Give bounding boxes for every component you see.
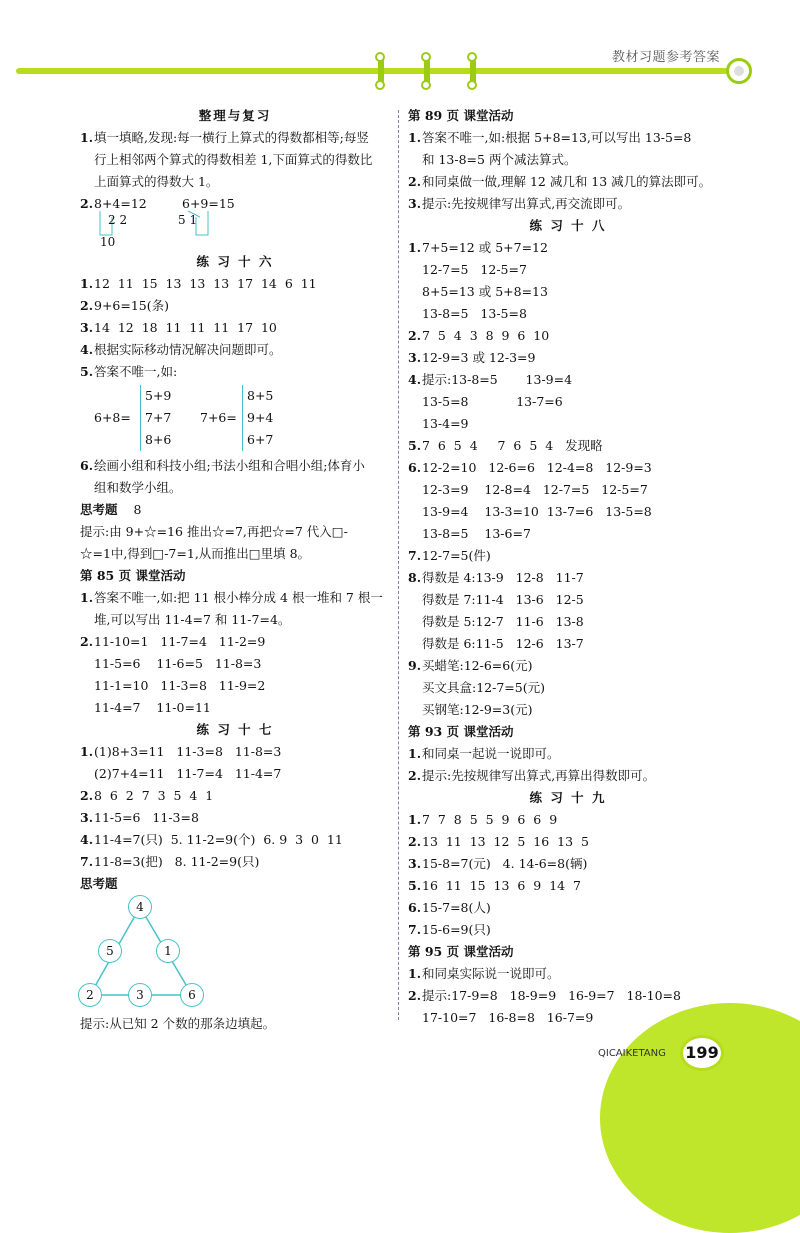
item-number: 1. xyxy=(408,130,422,145)
item-text: 15-7=8(人) xyxy=(422,900,491,915)
item-text: 和 13-8=5 两个减法算式。 xyxy=(422,152,577,167)
item-text: 11-8=3(把) 8. 11-2=9(只) xyxy=(94,854,260,869)
left-column xyxy=(80,105,390,1035)
page-number: 199 xyxy=(680,1035,724,1071)
q5-right-item: 6+7 xyxy=(247,432,274,447)
item-text: 得数是 4:13-9 12-8 11-7 xyxy=(422,570,584,585)
item-number: 2. xyxy=(80,298,94,313)
answer-list xyxy=(80,741,390,873)
think-label: 思考题 xyxy=(80,876,118,891)
number-triangle xyxy=(80,895,390,1013)
item-text: 提示:先按规律写出算式,再交流即可。 xyxy=(422,196,631,211)
item-text: 13-4=9 xyxy=(422,416,469,431)
answer-line xyxy=(408,479,728,501)
item-number: 2. xyxy=(408,174,422,189)
q5-right-group xyxy=(242,385,273,451)
answer-line xyxy=(408,325,728,347)
answer-line xyxy=(408,897,728,919)
item-number: 6. xyxy=(408,460,422,475)
answer-line xyxy=(408,831,728,853)
item-number: 6. xyxy=(80,458,94,473)
answer-line xyxy=(80,127,390,149)
item-text: 根据实际移动情况解决问题即可。 xyxy=(94,342,282,357)
answer-line xyxy=(80,361,390,383)
answer-line xyxy=(408,853,728,875)
item-text: 8+5=13 或 5+8=13 xyxy=(422,284,548,299)
item-text: 组和数学小组。 xyxy=(94,480,182,495)
item-number: 5. xyxy=(408,438,422,453)
q2-sum: 10 xyxy=(100,235,116,249)
answer-line xyxy=(408,237,728,259)
item-number: 4. xyxy=(80,832,94,847)
answer-line xyxy=(80,807,390,829)
section-title: 第 95 页 课堂活动 xyxy=(408,944,514,959)
answer-list xyxy=(408,237,728,721)
item-text: 7 7 8 5 5 9 6 6 9 xyxy=(422,812,558,827)
item-number: 7. xyxy=(408,922,422,937)
answer-line xyxy=(408,567,728,589)
header-title: 教材习题参考答案 xyxy=(612,50,721,65)
think-question xyxy=(80,499,390,521)
item-text: 8 6 2 7 3 5 4 1 xyxy=(94,788,214,803)
footer-site: QICAIKETANG xyxy=(598,1048,666,1059)
q5-left-item: 8+6 xyxy=(145,432,172,447)
item-number: 6. xyxy=(408,900,422,915)
answer-line xyxy=(408,391,728,413)
hint-text: 提示:从已知 2 个数的那条边填起。 xyxy=(80,1016,276,1031)
item-text: 11-4=7 11-0=11 xyxy=(94,700,211,715)
answer-list xyxy=(80,127,390,193)
answer-line xyxy=(408,501,728,523)
answer-line xyxy=(408,127,728,149)
item-text: 11-4=7(只) 5. 11-2=9(个) 6. 9 3 0 11 xyxy=(94,832,343,847)
answer-line xyxy=(408,809,728,831)
triangle-node: 4 xyxy=(128,895,152,919)
answer-line xyxy=(408,149,728,171)
item-number: 2. xyxy=(408,768,422,783)
item-text: 和同桌做一做,理解 12 减几和 13 减几的算法即可。 xyxy=(422,174,712,189)
item-text: 12-3=9 12-8=4 12-7=5 12-5=7 xyxy=(422,482,648,497)
item-number: 7. xyxy=(80,854,94,869)
answer-line xyxy=(408,743,728,765)
answer-line xyxy=(80,171,390,193)
item-text: 和同桌一起说一说即可。 xyxy=(422,746,560,761)
item-text: 堆,可以写出 11-4=7 和 11-7=4。 xyxy=(94,612,291,627)
item-text: 得数是 5:12-7 11-6 13-8 xyxy=(422,614,584,629)
answer-line xyxy=(408,523,728,545)
item-text: 得数是 6:11-5 12-6 13-7 xyxy=(422,636,584,651)
binder-pin xyxy=(378,56,384,86)
item-text: 12-7=5(件) xyxy=(422,548,491,563)
q5-right-item: 8+5 xyxy=(247,388,274,403)
item-text: 12 11 15 13 13 13 17 14 6 11 xyxy=(94,276,317,291)
answer-line xyxy=(80,455,390,477)
item-text: 买文具盒:12-7=5(元) xyxy=(422,680,545,695)
item-number: 1. xyxy=(80,276,94,291)
answer-line xyxy=(408,589,728,611)
item-text: 14 12 18 11 11 11 17 10 xyxy=(94,320,277,335)
section-title: 练 习 十 六 xyxy=(196,254,274,269)
item-text: 13-9=4 13-3=10 13-7=6 13-5=8 xyxy=(422,504,652,519)
item-number: 2. xyxy=(80,634,94,649)
item-text: (2)7+4=11 11-7=4 11-4=7 xyxy=(94,766,282,781)
section-title: 练 习 十 九 xyxy=(529,790,607,805)
item-text: 11-5=6 11-3=8 xyxy=(94,810,199,825)
binder-pin xyxy=(424,56,430,86)
item-text: 提示:17-9=8 18-9=9 16-9=7 18-10=8 xyxy=(422,988,681,1003)
item-text: 13-8=5 13-6=7 xyxy=(422,526,531,541)
item-text: 答案不唯一,如: xyxy=(94,364,178,379)
q5-left-item: 7+7 xyxy=(145,410,172,425)
item-text: 13-5=8 13-7=6 xyxy=(422,394,563,409)
item-text: (1)8+3=11 11-3=8 11-8=3 xyxy=(94,744,282,759)
section-title: 第 89 页 课堂活动 xyxy=(408,108,514,123)
answer-line xyxy=(408,281,728,303)
answer-line xyxy=(408,413,728,435)
item-text: 13 11 13 12 5 16 13 5 xyxy=(422,834,589,849)
item-text: 7+5=12 或 5+7=12 xyxy=(422,240,548,255)
item-number: 1. xyxy=(80,130,94,145)
answer-list xyxy=(80,273,390,383)
item-text: 填一填略,发现:每一横行上算式的得数都相等;每竖 xyxy=(94,130,369,145)
item-text: 12-9=3 或 12-3=9 xyxy=(422,350,536,365)
answer-line xyxy=(80,675,390,697)
item-number: 5. xyxy=(80,364,94,379)
item-text: 13-8=5 13-5=8 xyxy=(422,306,527,321)
answer-line xyxy=(408,875,728,897)
item-number: 1. xyxy=(408,812,422,827)
answer-line xyxy=(80,697,390,719)
hint-text: 提示:由 9+☆=16 推出☆=7,再把☆=7 代入□- xyxy=(80,524,348,539)
answer-line xyxy=(80,851,390,873)
answer-list xyxy=(80,587,390,719)
answer-line xyxy=(408,919,728,941)
answer-line xyxy=(408,369,728,391)
item-text: 答案不唯一,如:把 11 根小棒分成 4 根一堆和 7 根一 xyxy=(94,590,383,605)
section-title: 第 93 页 课堂活动 xyxy=(408,724,514,739)
mascot-icon xyxy=(726,58,752,84)
q2-number: 2. xyxy=(80,196,94,211)
answer-list xyxy=(408,127,728,215)
q2-split2: 5 1 xyxy=(178,213,198,227)
q5-left-group xyxy=(140,385,171,451)
answer-list xyxy=(80,455,390,499)
answer-line xyxy=(408,611,728,633)
answer-line xyxy=(408,435,728,457)
item-number: 2. xyxy=(80,788,94,803)
answer-list xyxy=(408,743,728,787)
triangle-node: 6 xyxy=(180,983,204,1007)
answer-line xyxy=(80,631,390,653)
item-text: 绘画小组和科技小组;书法小组和合唱小组;体育小 xyxy=(94,458,365,473)
item-number: 8. xyxy=(408,570,422,585)
answer-line xyxy=(408,259,728,281)
answer-line xyxy=(80,149,390,171)
item-text: 上面算式的得数大 1。 xyxy=(94,174,219,189)
item-number: 3. xyxy=(80,810,94,825)
answer-line xyxy=(408,985,728,1007)
answer-line xyxy=(80,829,390,851)
section-title: 整理与复习 xyxy=(198,108,272,123)
triangle-node: 5 xyxy=(98,939,122,963)
item-text: 和同桌实际说一说即可。 xyxy=(422,966,560,981)
answer-line xyxy=(80,339,390,361)
item-text: 11-10=1 11-7=4 11-2=9 xyxy=(94,634,266,649)
answer-line xyxy=(408,171,728,193)
answer-line xyxy=(80,273,390,295)
item-number: 1. xyxy=(408,746,422,761)
answer-line xyxy=(408,633,728,655)
answer-line xyxy=(80,609,390,631)
answer-line xyxy=(408,303,728,325)
hint-text: ☆=1中,得到□-7=1,从而推出□里填 8。 xyxy=(80,546,311,561)
answer-line xyxy=(408,545,728,567)
item-number: 3. xyxy=(80,320,94,335)
triangle-node: 1 xyxy=(156,939,180,963)
item-text: 提示:13-8=5 13-9=4 xyxy=(422,372,573,387)
item-number: 3. xyxy=(408,196,422,211)
answer-line xyxy=(408,193,728,215)
item-number: 7. xyxy=(408,548,422,563)
section-title: 第 85 页 课堂活动 xyxy=(80,568,186,583)
item-number: 1. xyxy=(80,744,94,759)
answer-line xyxy=(80,317,390,339)
answer-list xyxy=(408,809,728,941)
item-number: 5. xyxy=(408,878,422,893)
item-number: 3. xyxy=(408,350,422,365)
q5-left-head: 6+8= xyxy=(94,410,131,425)
item-text: 11-1=10 11-3=8 11-9=2 xyxy=(94,678,266,693)
header-bar xyxy=(16,68,728,74)
triangle-node: 3 xyxy=(128,983,152,1007)
binder-pin xyxy=(470,56,476,86)
item-text: 17-10=7 16-8=8 16-7=9 xyxy=(422,1010,594,1025)
answer-line xyxy=(80,785,390,807)
think-label: 思考题 xyxy=(80,502,118,517)
item-number: 1. xyxy=(408,966,422,981)
answer-line xyxy=(80,587,390,609)
right-column xyxy=(408,105,728,1029)
q2-diagram xyxy=(80,193,390,251)
item-text: 9+6=15(条) xyxy=(94,298,170,313)
think-answer: 8 xyxy=(133,502,142,517)
item-text: 买蜡笔:12-6=6(元) xyxy=(422,658,533,673)
answer-line xyxy=(80,763,390,785)
item-number: 9. xyxy=(408,658,422,673)
answer-line xyxy=(408,699,728,721)
q5-right-item: 9+4 xyxy=(247,410,274,425)
item-text: 16 11 15 13 6 9 14 7 xyxy=(422,878,582,893)
q2-split1: 2 2 xyxy=(108,213,128,227)
q5-left-item: 5+9 xyxy=(145,388,172,403)
answer-line xyxy=(408,765,728,787)
column-divider xyxy=(398,110,399,1020)
section-title: 练 习 十 七 xyxy=(196,722,274,737)
answer-line xyxy=(80,477,390,499)
q5-right-head: 7+6= xyxy=(200,410,237,425)
item-text: 15-6=9(只) xyxy=(422,922,491,937)
item-text: 15-8=7(元) 4. 14-6=8(辆) xyxy=(422,856,588,871)
item-number: 1. xyxy=(408,240,422,255)
section-title: 练 习 十 八 xyxy=(529,218,607,233)
q2-eq2: 6+9=15 xyxy=(182,196,235,211)
answer-line xyxy=(80,741,390,763)
item-text: 得数是 7:11-4 13-6 12-5 xyxy=(422,592,584,607)
item-text: 答案不唯一,如:根据 5+8=13,可以写出 13-5=8 xyxy=(422,130,692,145)
q2-eq1: 8+4=12 xyxy=(94,196,147,211)
answer-line xyxy=(80,295,390,317)
item-text: 11-5=6 11-6=5 11-8=3 xyxy=(94,656,262,671)
item-text: 7 5 4 3 8 9 6 10 xyxy=(422,328,550,343)
answer-line xyxy=(408,655,728,677)
item-number: 4. xyxy=(80,342,94,357)
item-text: 提示:先按规律写出算式,再算出得数即可。 xyxy=(422,768,656,783)
item-number: 2. xyxy=(408,328,422,343)
answer-line xyxy=(408,677,728,699)
item-text: 买钢笔:12-9=3(元) xyxy=(422,702,533,717)
item-number: 4. xyxy=(408,372,422,387)
item-number: 2. xyxy=(408,834,422,849)
triangle-node: 2 xyxy=(78,983,102,1007)
item-text: 12-2=10 12-6=6 12-4=8 12-9=3 xyxy=(422,460,652,475)
item-text: 行上相邻两个算式的得数相差 1,下面算式的得数比 xyxy=(94,152,373,167)
item-number: 3. xyxy=(408,856,422,871)
item-text: 7 6 5 4 7 6 5 4 发现略 xyxy=(422,438,603,453)
answer-line xyxy=(408,963,728,985)
answer-line xyxy=(408,457,728,479)
item-number: 2. xyxy=(408,988,422,1003)
answer-line xyxy=(80,653,390,675)
item-number: 1. xyxy=(80,590,94,605)
item-text: 12-7=5 12-5=7 xyxy=(422,262,527,277)
answer-line xyxy=(408,347,728,369)
q5-groups xyxy=(80,383,390,455)
